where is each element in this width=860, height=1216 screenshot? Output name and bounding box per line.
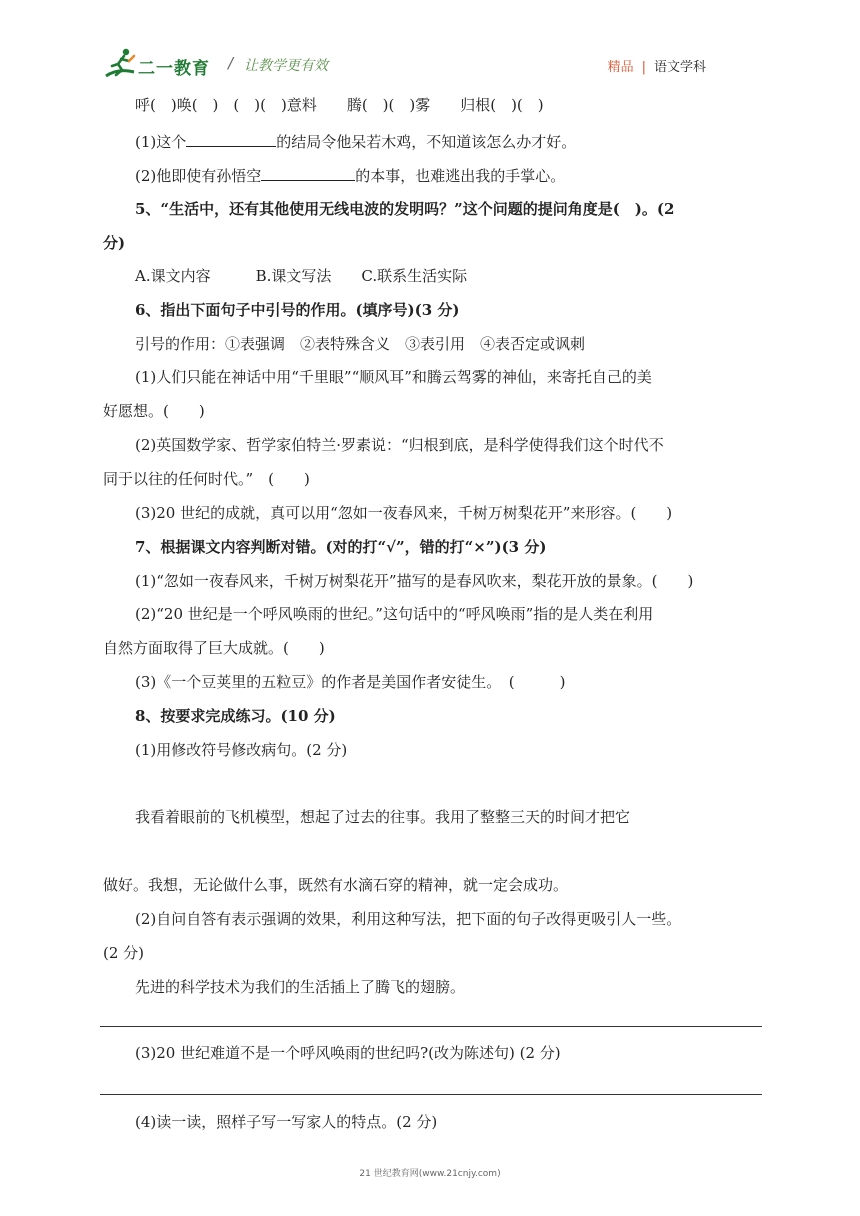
question-4-item-1-end: 的结局令他呆若木鸡，不知道该怎么办才好。 xyxy=(276,133,577,151)
question-8-part-1: (1)用修改符号修改病句。(2 分) xyxy=(135,741,348,759)
question-6-item-3: (3)20 世纪的成就，真可以用“忽如一夜春风来，千树万树梨花开”来形容。( ) xyxy=(135,504,673,522)
logo xyxy=(104,46,364,84)
question-7-item-3: (3)《一个豆荚里的五粒豆》的作者是美国作者安徒生。 ( ) xyxy=(135,673,566,691)
question-7-item-2-cont: 自然方面取得了巨大成就。( ) xyxy=(103,639,325,657)
answer-blank[interactable] xyxy=(261,165,355,181)
question-7-item-2: (2)“20 世纪是一个呼风唤雨的世纪。”这句话中的“呼风唤雨”指的是人类在利用 xyxy=(135,605,654,623)
question-8-part-2-cont: (2 分) xyxy=(103,944,145,962)
logo-name: 二一教育 xyxy=(138,59,210,79)
runner-logo-icon xyxy=(104,46,138,80)
question-8-part-3: (3)20 世纪难道不是一个呼风唤雨的世纪吗?(改为陈述句) (2 分) xyxy=(135,1044,561,1062)
question-4-item-1-start: (1)这个 xyxy=(135,133,187,151)
question-6-heading: 6、指出下面句子中引号的作用。(填序号)(3 分) xyxy=(135,301,460,319)
answer-line[interactable] xyxy=(100,1094,762,1095)
logo-slash: / xyxy=(228,54,234,72)
question-6-item-2-cont: 同于以往的任何时代。” ( ) xyxy=(103,470,310,488)
question-5-options: A.课文内容 B.课文写法 C.联系生活实际 xyxy=(135,267,468,285)
question-4-item-2-start: (2)他即使有孙悟空 xyxy=(135,167,262,185)
question-4-item-2 xyxy=(135,165,565,186)
page-header xyxy=(0,0,860,88)
question-6-item-1-cont: 好愿想。( ) xyxy=(103,402,205,420)
answer-line[interactable] xyxy=(100,1026,762,1027)
question-7-item-1: (1)“忽如一夜春风来，千树万树梨花开”描写的是春风吹来，梨花开放的景象。( ) xyxy=(135,572,694,590)
question-4-item-1 xyxy=(135,131,576,152)
question-8-part-4: (4)读一读，照样子写一写家人的特点。(2 分) xyxy=(135,1113,438,1131)
sick-sentence-line-1: 我看着眼前的飞机模型，想起了过去的往事。我用了整整三天的时间才把它 xyxy=(135,808,631,826)
tag-separator: | xyxy=(641,60,646,75)
question-8-heading: 8、按要求完成练习。(10 分) xyxy=(135,707,336,725)
tag-premium: 精品 xyxy=(607,60,634,75)
sick-sentence-line-2: 做好。我想，无论做什么事，既然有水滴石穿的精神，就一定会成功。 xyxy=(103,876,569,894)
word-fill-line: 呼( )唤( ) ( )( )意料 腾( )( )雾 归根( )( ) xyxy=(135,96,544,114)
answer-blank[interactable] xyxy=(186,131,276,147)
question-7-heading: 7、根据课文内容判断对错。(对的打“√”，错的打“×”)(3 分) xyxy=(135,538,547,556)
logo-slogan: 让教学更有效 xyxy=(244,58,328,74)
question-6-item-1: (1)人们只能在神话中用“千里眼”“顺风耳”和腾云驾雾的神仙，来寄托自己的美 xyxy=(135,368,652,386)
header-tags xyxy=(608,56,706,75)
question-8-part-2: (2)自问自答有表示强调的效果，利用这种写法，把下面的句子改得更吸引人一些。 xyxy=(135,910,682,928)
question-6-key: 引号的作用：①表强调 ②表特殊含义 ③表引用 ④表否定或讽刺 xyxy=(135,335,586,353)
page-footer: 21 世纪教育网(www.21cnjy.com) xyxy=(359,1169,501,1179)
question-5-heading-cont: 分) xyxy=(103,234,126,252)
question-4-item-2-end: 的本事，也难逃出我的手掌心。 xyxy=(355,167,566,185)
question-5-heading: 5、“生活中，还有其他使用无线电波的发明吗？”这个问题的提问角度是( )。(2 xyxy=(135,200,675,218)
tag-subject: 语文学科 xyxy=(653,60,706,75)
question-6-item-2: (2)英国数学家、哲学家伯特兰·罗素说：“归根到底，是科学使得我们这个时代不 xyxy=(135,436,664,454)
question-8-part-2-sentence: 先进的科学技术为我们的生活插上了腾飞的翅膀。 xyxy=(135,978,466,996)
